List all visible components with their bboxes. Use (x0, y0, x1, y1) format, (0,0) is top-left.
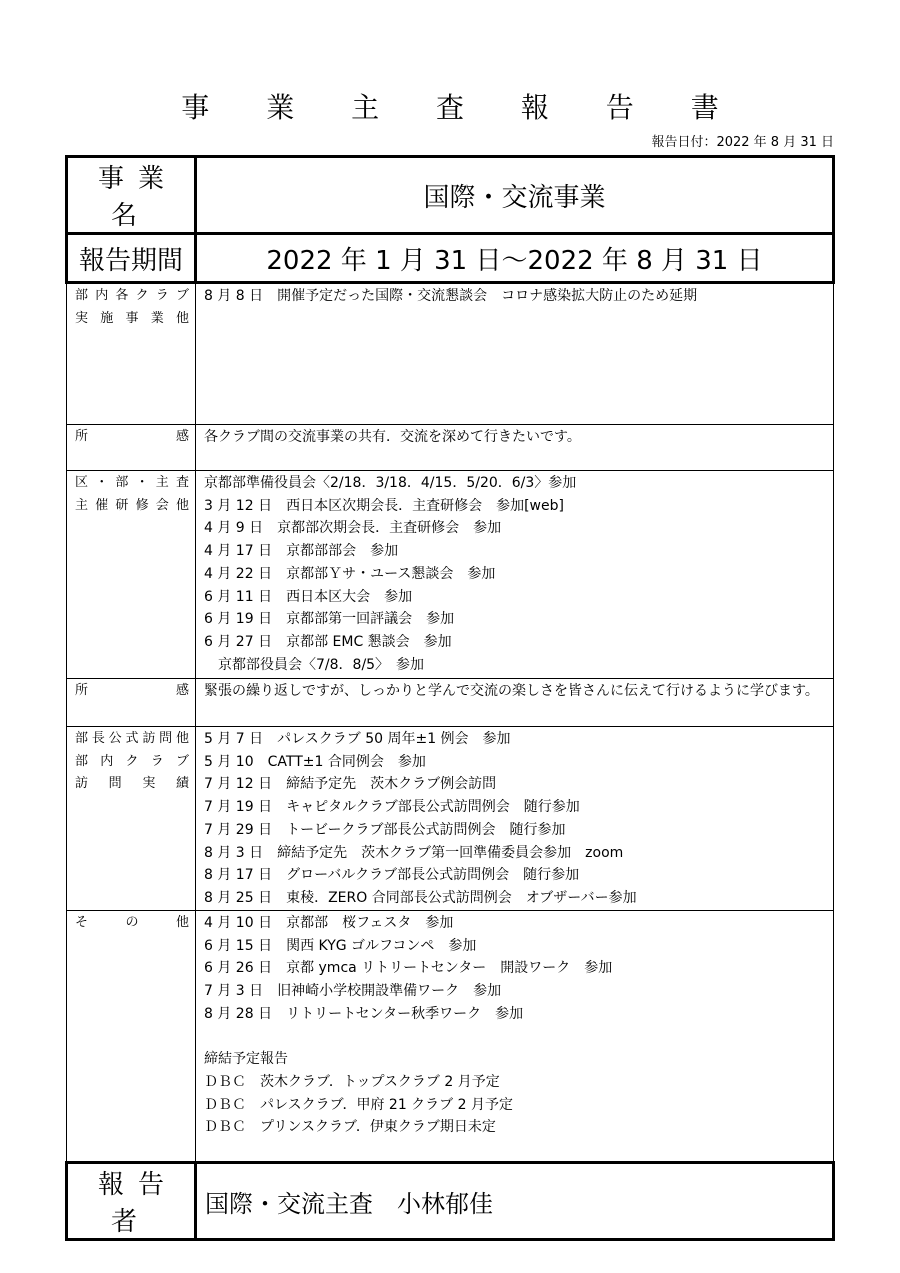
reporter-value: 国際・交流主査 小林郁佳 (196, 1163, 834, 1240)
other-label: その他 (67, 911, 196, 1163)
list-item: 4 月 9 日 京都部次期会長．主査研修会 参加 (204, 520, 502, 537)
report-table (65, 155, 835, 1241)
list-item: 緊張の繰り返しですが、しっかりと学んで交流の楽しさを皆さんに伝えて行けるように学びます。 (204, 683, 819, 699)
list-item: 8 月 8 日 開催予定だった国際・交流懇談会 コロナ感染拡大防止のため延期 (204, 288, 698, 304)
club-activities-label: 部内各クラブ 実施事業他 (67, 283, 196, 425)
impression-row-1 (67, 425, 834, 471)
list-item: 4 月 22 日 京都部Ｙサ・ユース懇談会 参加 (204, 565, 496, 582)
reporter-label: 報告者 (67, 1163, 196, 1240)
list-item: 8 月 17 日 グローバルクラブ部長公式訪問例会 随行参加 (204, 867, 580, 884)
list-item: 8 月 25 日 東稜．ZERO 合同部長公式訪問例会 オブザーバー参加 (204, 889, 637, 906)
list-item: 5 月 7 日 パレスクラブ 50 周年±1 例会 参加 (204, 731, 511, 747)
list-item: 6 月 27 日 京都部 EMC 懇談会 参加 (204, 633, 452, 650)
other-row (67, 911, 834, 1163)
list-item: 6 月 19 日 京都部第一回評議会 参加 (204, 611, 455, 628)
list-item: 4 月 10 日 京都部 桜フェスタ 参加 (204, 915, 454, 931)
impression-content-1 (196, 425, 834, 471)
list-item: 各クラブ間の交流事業の共有．交流を深めて行きたいです。 (204, 429, 581, 445)
list-item: 5 月 10 CATT±1 合同例会 参加 (204, 753, 426, 770)
list-item: 京都部役員会〈7/8．8/5〉 参加 (204, 656, 425, 673)
business-name-row (67, 157, 834, 234)
list-item: ＤＢＣ 茨木クラブ．トップスクラブ 2 月予定 (204, 1073, 500, 1090)
list-item: 締結予定報告 (204, 1051, 288, 1068)
list-item: 6 月 11 日 西日本区大会 参加 (204, 588, 413, 605)
district-training-row (67, 471, 834, 679)
list-item: ＤＢＣ プリンスクラブ．伊東クラブ期日未定 (204, 1119, 496, 1136)
list-item: 3 月 12 日 西日本区次期会長．主査研修会 参加[web] (204, 497, 564, 514)
list-item: 4 月 17 日 京都部部会 参加 (204, 543, 399, 560)
report-date: 報告日付：2022 年 8 月 31 日 (651, 135, 834, 150)
period-label: 報告期間 (67, 234, 196, 283)
district-training-label: 区・部・主査 主催研修会他 (67, 471, 196, 679)
list-item: 6 月 15 日 関西 KYG ゴルフコンペ 参加 (204, 937, 477, 954)
club-activities-content (196, 283, 834, 425)
list-item: 8 月 3 日 締結予定先 茨木クラブ第一回準備委員会参加 zoom (204, 844, 624, 861)
document-title: 事 業 主 査 報 告 書 (181, 91, 743, 124)
list-item (204, 1026, 829, 1049)
impression-row-2 (67, 679, 834, 727)
list-item: 7 月 12 日 締結予定先 茨木クラブ例会訪問 (204, 776, 497, 793)
other-content (196, 911, 834, 1163)
club-activities-row (67, 283, 834, 425)
list-item: 京都部準備役員会〈2/18．3/18．4/15．5/20．6/3〉参加 (204, 475, 577, 491)
reporter-row (67, 1163, 834, 1240)
list-item: 8 月 28 日 リトリートセンター秋季ワーク 参加 (204, 1005, 524, 1022)
list-item: 7 月 19 日 キャピタルクラブ部長公式訪問例会 随行参加 (204, 799, 580, 816)
official-visits-label: 部長公式訪問他 部内クラブ 訪問実績 (67, 727, 196, 911)
business-name-label: 事業名 (67, 157, 196, 234)
official-visits-row (67, 727, 834, 911)
official-visits-content (196, 727, 834, 911)
list-item: 7 月 29 日 トービークラブ部長公式訪問例会 随行参加 (204, 821, 566, 838)
district-training-content (196, 471, 834, 679)
impression-content-2 (196, 679, 834, 727)
period-row (67, 234, 834, 283)
period-value: 2022 年 1 月 31 日〜2022 年 8 月 31 日 (196, 234, 834, 283)
list-item: 7 月 3 日 旧神崎小学校開設準備ワーク 参加 (204, 983, 502, 1000)
list-item: 6 月 26 日 京都 ymca リトリートセンター 開設ワーク 参加 (204, 960, 613, 977)
business-name-value: 国際・交流事業 (196, 157, 834, 234)
impression-label-2: 所感 (67, 679, 196, 727)
impression-label-1: 所感 (67, 425, 196, 471)
list-item: ＤＢＣ パレスクラブ．甲府 21 クラブ 2 月予定 (204, 1096, 513, 1113)
